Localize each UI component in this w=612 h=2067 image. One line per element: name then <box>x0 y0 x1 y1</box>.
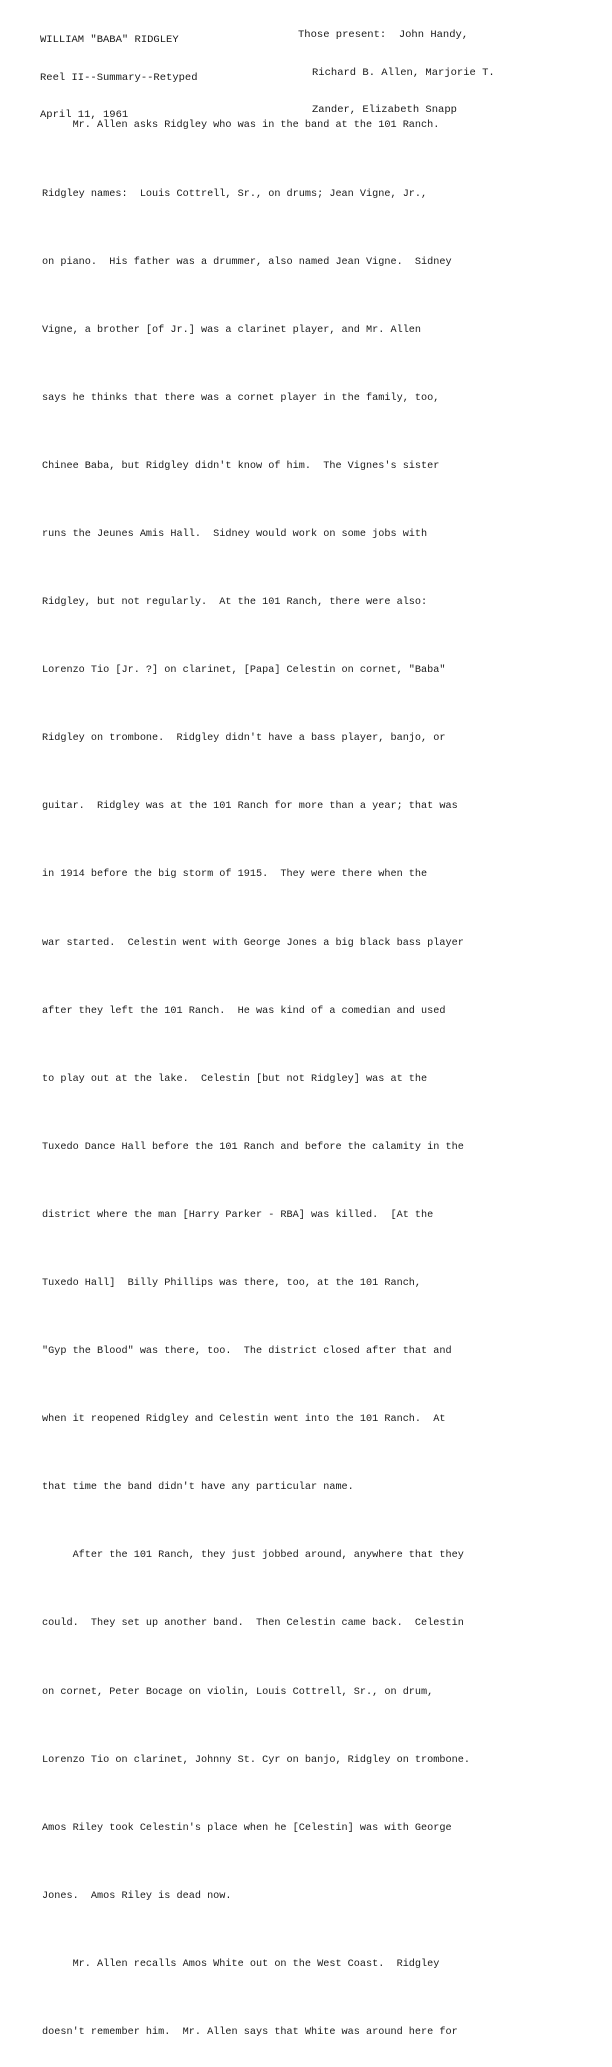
header-reel-info: Reel II--Summary--Retyped <box>40 71 198 84</box>
header-date: April 11, 1961 <box>40 109 129 121</box>
body-line: says he thinks that there was a cornet player in the family, too, <box>42 392 440 404</box>
body-line: could. They set up another band. Then Celestin came back. Celestin <box>42 1618 464 1630</box>
body-line: in 1914 before the big storm of 1915. They were there when the <box>42 869 428 881</box>
body-line: Tuxedo Dance Hall before the 101 Ranch and before the calamity in the <box>42 1141 464 1153</box>
body-line: "Gyp the Blood" was there, too. The district closed after that and <box>42 1346 452 1358</box>
body-line: Ridgley names: Louis Cottrell, Sr., on drums; Jean Vigne, Jr., <box>42 188 428 200</box>
body-line: Jones. Amos Riley is dead now. <box>42 1890 232 1902</box>
body-line: on piano. His father was a drummer, also named Jean Vigne. Sidney <box>42 256 452 268</box>
header-present-line-3: Zander, Elizabeth Snapp <box>312 104 457 116</box>
header-present-line-1: Those present: John Handy, <box>298 29 469 41</box>
body-line: guitar. Ridgley was at the 101 Ranch for more than a year; that was <box>42 801 458 813</box>
body-line: doesn't remember him. Mr. Allen says that White was around here for <box>42 2027 458 2039</box>
body-line: district where the man [Harry Parker - RBA] was killed. [At the <box>42 1209 434 1221</box>
body-line: Mr. Allen asks Ridgley who was in the band at the 101 Ranch. <box>42 120 440 132</box>
header-interviewee: WILLIAM "BABA" RIDGLEY <box>40 34 179 46</box>
body-line: when it reopened Ridgley and Celestin went into the 101 Ranch. At <box>42 1414 446 1426</box>
body-line: to play out at the lake. Celestin [but not Ridgley] was at the <box>42 1073 428 1085</box>
body-line: on cornet, Peter Bocage on violin, Louis Cottrell, Sr., on drum, <box>42 1686 434 1698</box>
body-line: Ridgley on trombone. Ridgley didn't have a bass player, banjo, or <box>42 733 446 745</box>
body-line: Tuxedo Hall] Billy Phillips was there, too, at the 101 Ranch, <box>42 1278 422 1289</box>
body-line: war started. Celestin went with George Jones a big black bass player <box>42 937 464 949</box>
body-line: Chinee Baba, but Ridgley didn't know of him. The Vignes's sister <box>42 460 440 472</box>
body-line: Lorenzo Tio on clarinet, Johnny St. Cyr on banjo, Ridgley on trombone. <box>42 1754 470 1766</box>
body-line: that time the band didn't have any particular name. <box>42 1482 354 1494</box>
body-line: Ridgley, but not regularly. At the 101 Ranch, there were also: <box>42 597 428 609</box>
body-line: Amos Riley took Celestin's place when he [Celestin] was with George <box>42 1822 452 1834</box>
body-line: Lorenzo Tio [Jr. ?] on clarinet, [Papa] Celestin on cornet, "Baba" <box>42 665 446 677</box>
body-line: Mr. Allen recalls Amos White out on the West Coast. Ridgley <box>42 1958 440 1970</box>
header-present-line-2: Richard B. Allen, Marjorie T. <box>312 66 495 79</box>
body-line: Vigne, a brother [of Jr.] was a clarinet player, and Mr. Allen <box>42 324 422 336</box>
body-line: After the 101 Ranch, they just jobbed around, anywhere that they <box>42 1550 464 1562</box>
document-body <box>42 70 582 2067</box>
body-line: runs the Jeunes Amis Hall. Sidney would work on some jobs with <box>42 528 428 540</box>
body-line: after they left the 101 Ranch. He was kind of a comedian and used <box>42 1005 446 1017</box>
